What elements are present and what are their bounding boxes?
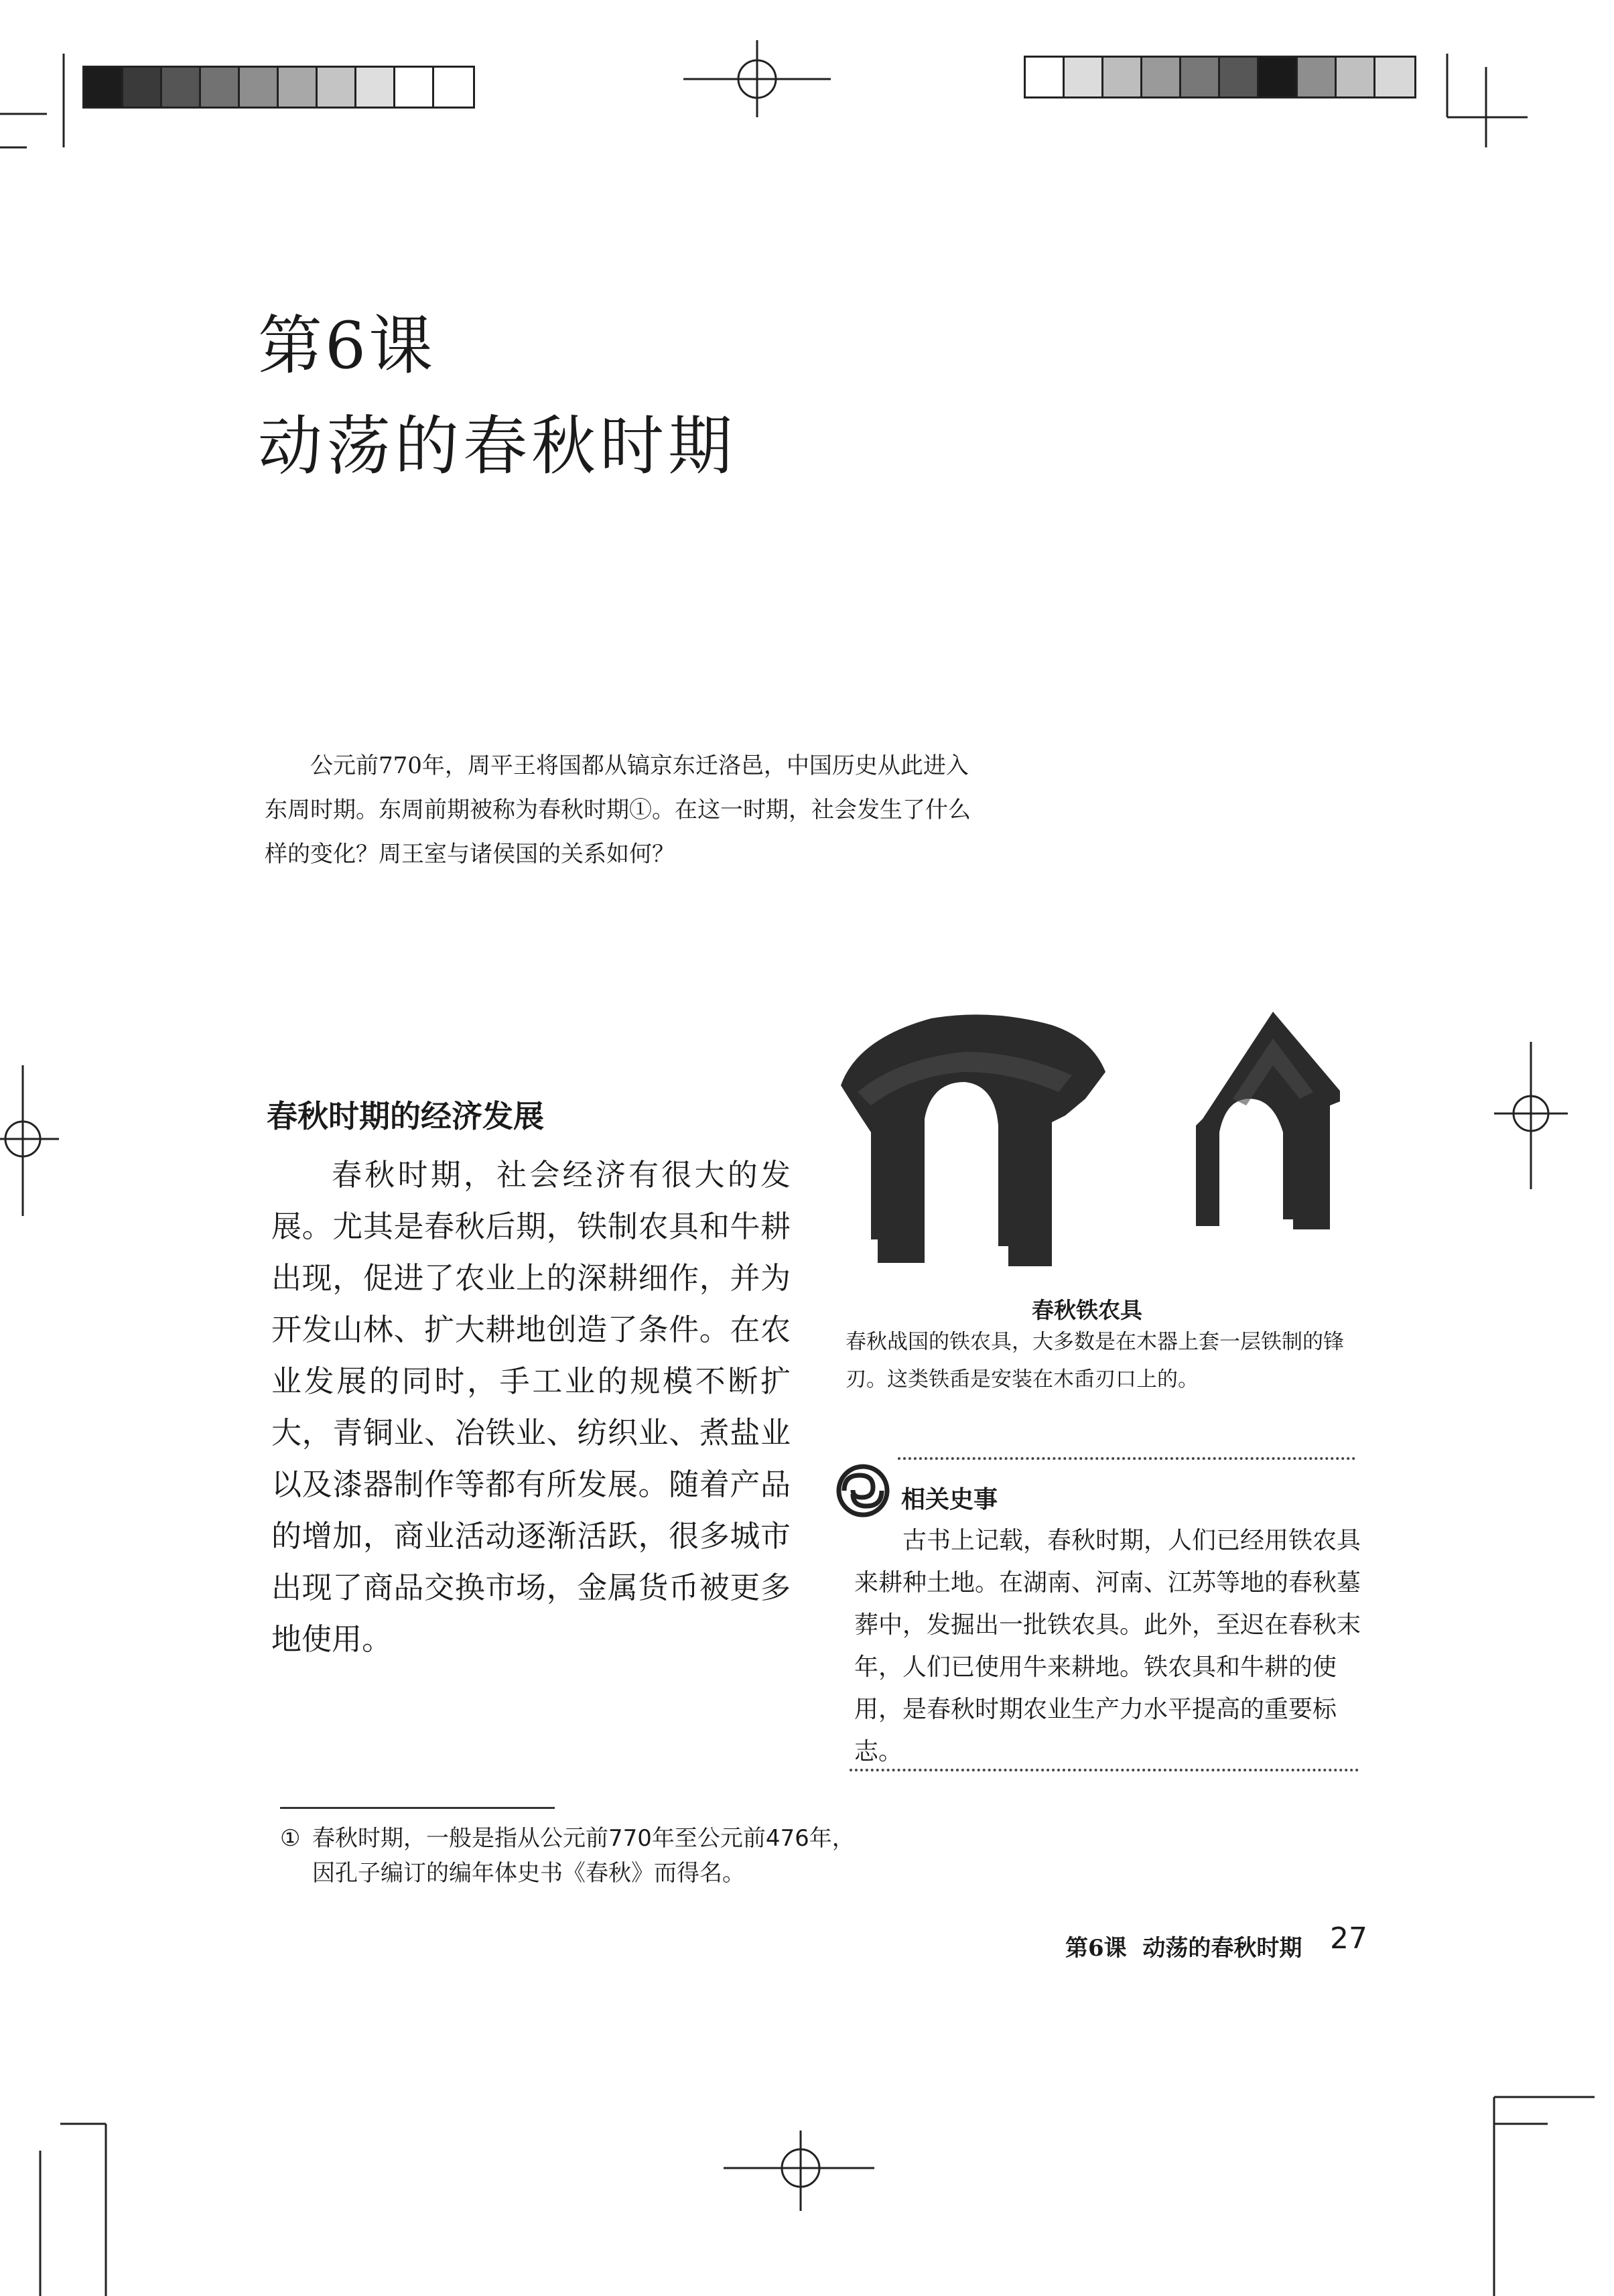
figure-caption: 春秋铁农具 [1032,1297,1142,1323]
section-heading: 春秋时期的经济发展 [267,1098,544,1134]
color-calibration-bar-left [82,66,475,109]
intro-text: 公元前770年，周平王将国都从镐京东迁洛邑，中国历史从此进入东周时期。东周前期被称为春秋时期①。在这一时期，社会发生了什么样的变化？周王室与诸侯国的关系如何？ [265,752,971,868]
footnote-rule [280,1807,555,1809]
iron-farm-tools-illustration [831,998,1340,1266]
sidebar-text: 古书上记载，春秋时期，人们已经用铁农具来耕种土地。在湖南、河南、江苏等地的春秋墓葬中，发掘出一批铁农具。此外，至迟在春秋末年，人们已使用牛来耕地。铁农具和牛耕的使用，是春秋时期农业生产力水平提高的重要标志。 [854,1527,1361,1765]
footnote-line-2: 因孔子编订的编年体史书《春秋》而得名。 [312,1860,745,1887]
sidebar-heading: 相关史事 [901,1486,998,1513]
lesson-number: 第6课 [258,308,436,383]
color-calibration-bar-right [1024,56,1416,98]
intro-paragraph [265,744,975,876]
footnote-line-1-text: 春秋时期，一般是指从公元前770年至公元前476年， [312,1825,855,1852]
lesson-title: 动荡的春秋时期 [258,409,736,484]
footnote-mark: ① [280,1825,301,1852]
sidebar-top-divider [898,1457,1355,1460]
page-number: 27 [1330,1921,1367,1956]
sidebar-bottom-divider [850,1769,1359,1771]
scroll-swirl-icon [829,1461,896,1521]
section-body [271,1149,791,1665]
footnote [280,1821,917,1891]
sidebar-body [854,1520,1363,1773]
footnote-line-1 [280,1821,917,1856]
figure-description: 春秋战国的铁农具，大多数是在木器上套一层铁制的锋刃。这类铁臿是安装在木臿刃口上的。 [846,1330,1344,1392]
running-head: 第6课 动荡的春秋时期 [1065,1935,1302,1962]
section-body-text: 春秋时期，社会经济有很大的发展。尤其是春秋后期，铁制农具和牛耕出现，促进了农业上的深耕细作，并为开发山林、扩大耕地创造了条件。在农业发展的同时，手工业的规模不断扩大，青铜业、冶铁业、纺织业、煮盐业以及漆器制作等都有所发展。随着产品的增加，商业活动逐渐活跃，很多城市出现了商品交换市场，金属货币被更多地使用。 [271,1157,791,1657]
